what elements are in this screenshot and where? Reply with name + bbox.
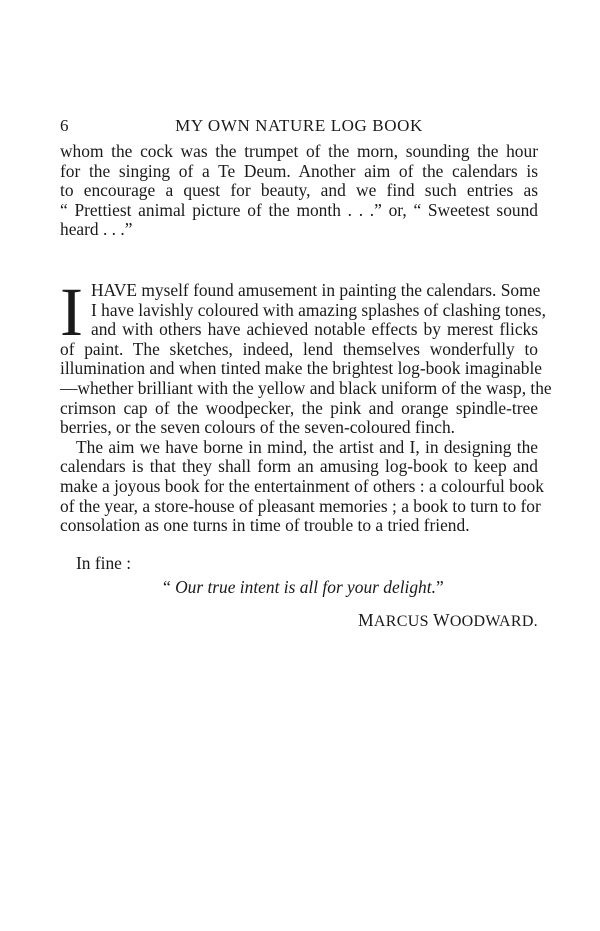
- paragraph-aim: [60, 436, 544, 536]
- text-line: “ Prettiest animal picture of the month . . .” or, “ Sweetest sound: [60, 199, 538, 220]
- text-line: and with others have achieved notable effects by merest flicks: [90, 319, 538, 340]
- signature-text: ARCUS: [373, 612, 429, 630]
- text-line: of the year, a store-house of pleasant memories ; a book to turn to for: [60, 495, 541, 516]
- text-line: consolation as one turns in time of trouble to a tried friend.: [60, 515, 470, 536]
- text-line: crimson cap of the woodpecker, the pink and orange spindle-tree: [60, 397, 538, 418]
- quote-text: Our true intent is all for your delight.: [175, 577, 436, 598]
- text-line: of paint. The sketches, indeed, lend themselves wonderfully to: [60, 338, 538, 359]
- text-line: to encourage a quest for beauty, and we find such entries as: [60, 180, 538, 201]
- running-title: MY OWN NATURE LOG BOOK: [175, 116, 423, 135]
- book-page: [60, 116, 552, 631]
- closing-section: [60, 554, 538, 632]
- page-number: 6: [60, 116, 70, 135]
- text-line: HAVE myself found amusement in painting the calendars. Some: [90, 279, 541, 300]
- drop-cap-letter: I: [60, 273, 83, 350]
- author-signature: [60, 611, 538, 632]
- text-line: illumination and when tinted make the brightest log-book imaginable: [60, 358, 543, 379]
- quote-close-mark: ”: [435, 577, 444, 598]
- paragraph-drop-cap: [60, 273, 552, 438]
- signature-initial: M: [358, 609, 374, 630]
- closing-quote: [60, 578, 538, 598]
- signature-initial: W: [433, 609, 450, 630]
- text-line: I have lavishly coloured with amazing splashes of clashing tones,: [90, 299, 546, 320]
- text-line: calendars is that they shall form an amusing log-book to keep and: [60, 456, 538, 477]
- quote-open-mark: “: [163, 577, 176, 598]
- text-line: make a joyous book for the entertainment of others : a colourful book: [60, 475, 544, 496]
- text-line: heard . . .”: [60, 219, 133, 240]
- paragraph-continued: [60, 142, 538, 240]
- text-line: for the singing of a Te Deum. Another aim of the calendars is: [60, 160, 538, 181]
- text-line: The aim we have borne in mind, the artist and I, in designing the: [76, 436, 538, 457]
- text-line: berries, or the seven colours of the seven-coloured finch.: [60, 417, 456, 438]
- text-line: whom the cock was the trumpet of the morn, sounding the hour: [60, 141, 538, 161]
- running-head: [60, 116, 538, 142]
- signature-text: OODWARD.: [449, 612, 538, 630]
- text-line: —whether brilliant with the yellow and black uniform of the wasp, the: [60, 377, 552, 398]
- in-fine-text: In fine :: [76, 552, 132, 573]
